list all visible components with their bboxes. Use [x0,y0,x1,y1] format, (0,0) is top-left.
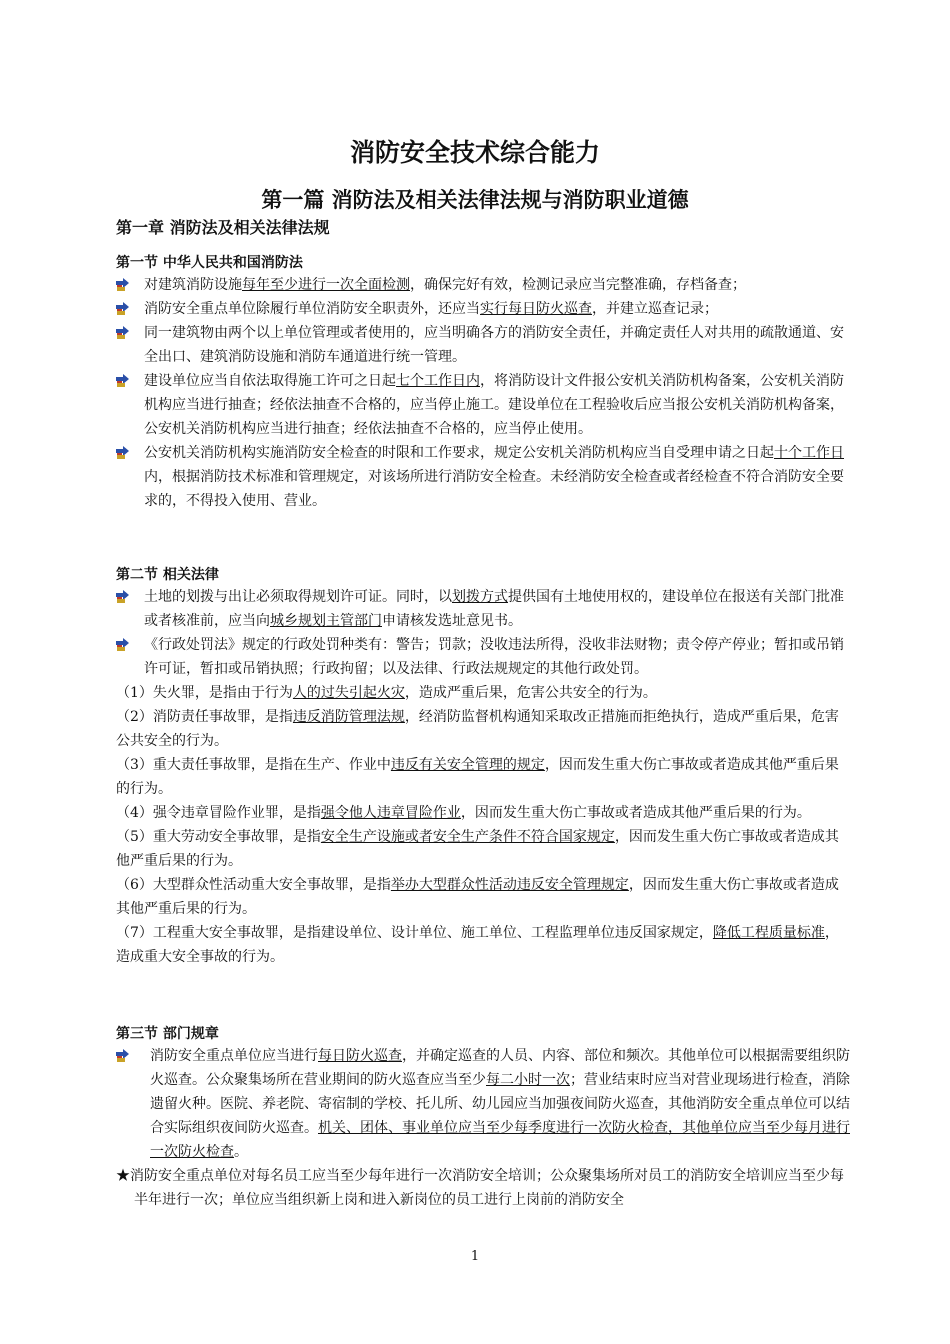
text: ，并建立巡查记录； [592,301,718,317]
text: 建设单位应当自依法取得施工许可之日起 [144,373,396,389]
paragraph: （4）强令违章冒险作业罪，是指强令他人违章冒险作业，因而发生重大伤亡事故或者造成其他严重后果的行为。 [116,805,811,821]
text: 土地的划拨与出让必须取得规划许可证。同时，以 [144,589,452,605]
section-heading-3: 第三节 部门规章 [116,1026,219,1042]
section-2-body [116,585,850,969]
paragraph: （2）消防责任事故罪，是指违反消防管理法规，经消防监督机构通知采取改正措施而拒绝执行，造成严重后果，危害公共安全的行为。 [116,709,839,749]
text: 同一建筑物由两个以上单位管理或者使用的，应当明确各方的消防安全责任，并确定责任人对共用的疏散通道、安全出口、建筑消防设施和消防车通道进行统一管理。 [144,325,844,365]
list-item [116,1044,850,1164]
underlined-text: 城乡规划主管部门 [270,613,382,629]
underlined-text: 划拨方式 [452,589,508,605]
text: 消防安全重点单位除履行单位消防安全职责外，还应当 [144,301,480,317]
star-paragraph: ★消防安全重点单位对每名员工应当至少每年进行一次消防安全培训；公众聚集场所对员工的消防安全培训应当至少每半年进行一次；单位应当组织新上岗和进入新岗位的员工进行上岗前的消防安全 [116,1168,844,1208]
text: ，确保完好有效，检测记录应当完整准确，存档备查； [410,277,746,293]
text: 内，根据消防技术标准和管理规定，对该场所进行消防安全检查。未经消防安全检查或者经检查不符合消防安全要求的，不得投入使用、营业。 [144,469,844,509]
text: ；营业结束时应当对营业现场进行检查，消除遗留火种。医院、养老院、寄宿制的学校、托儿所、幼儿园应当加强夜间防火巡查，其他消防安全重点单位可以结合实际组织夜间防火巡查。 [150,1072,850,1136]
section-heading-2: 第二节 相关法律 [116,567,219,583]
paragraph: （6）大型群众性活动重大安全事故罪，是指举办大型群众性活动违反安全管理规定，因而发生重大伤亡事故或者造成其他严重后果的行为。 [116,877,839,917]
arrow-bullet-icon [116,1049,130,1063]
arrow-bullet-icon [116,374,130,388]
text: 申请核发选址意见书。 [382,613,522,629]
text: ，并确定巡查的人员、内容、部位和频次。其他单位可以根据需要组织防火巡查。公众聚集场所在营业期间的防火巡查应当至少 [150,1048,850,1088]
paragraph: （1）失火罪，是指由于行为人的过失引起火灾，造成严重后果，危害公共安全的行为。 [116,685,657,701]
paragraph: （3）重大责任事故罪，是指在生产、作业中违反有关安全管理的规定，因而发生重大伤亡事故或者造成其他严重后果的行为。 [116,757,839,797]
text: 《行政处罚法》规定的行政处罚种类有：警告；罚款；没收违法所得，没收非法财物；责令停产停业；暂扣或吊销许可证，暂扣或吊销执照；行政拘留；以及法律、行政法规规定的其他行政处罚。 [144,637,844,677]
underlined-text: 机关、团体、事业单位应当至少每季度进行一次防火检查，其他单位应当至少每月进行一次防火检查 [150,1120,850,1160]
underlined-text: 十个工作日 [774,445,844,461]
underlined-text: 每二小时一次 [486,1072,570,1088]
text: 对建筑消防设施 [144,277,242,293]
part-title: 第一篇 消防法及相关法律法规与消防职业道德 [261,188,689,212]
arrow-bullet-icon [116,446,130,460]
chapter-title: 第一章 消防法及相关法律法规 [116,218,330,237]
arrow-bullet-icon [116,326,130,340]
list-item [116,369,850,441]
arrow-bullet-icon [116,278,130,292]
arrow-bullet-icon [116,638,130,652]
text: 。 [234,1144,248,1160]
text: 提供国有土地使用权的，建设单位在报送有关部门批准或者核准前，应当向 [144,589,844,629]
paragraph: （7）工程重大安全事故罪，是指建设单位、设计单位、施工单位、工程监理单位违反国家规定，降低工程质量标准，造成重大安全事故的行为。 [116,925,839,965]
underlined-text: 每年至少进行一次全面检测 [242,277,410,293]
section-1-body [116,273,850,513]
arrow-bullet-icon [116,590,130,604]
arrow-bullet-icon [116,302,130,316]
text: 消防安全重点单位应当进行 [150,1048,318,1064]
section-3-body [116,1044,850,1212]
list-item [116,633,850,681]
text: ，将消防设计文件报公安机关消防机构备案，公安机关消防机构应当进行抽查；经依法抽查不合格的，应当停止施工。建设单位在工程验收后应当报公安机关消防机构备案，公安机关消防机构应当进行抽查；经依法抽查不合格的，应当停止使用。 [144,373,844,437]
paragraph: （5）重大劳动安全事故罪，是指安全生产设施或者安全生产条件不符合国家规定，因而发生重大伤亡事故或者造成其他严重后果的行为。 [116,829,839,869]
section-heading-1: 第一节 中华人民共和国消防法 [116,255,303,271]
page-number: 1 [470,1249,480,1264]
list-item [116,441,850,513]
underlined-text: 实行每日防火巡查 [480,301,592,317]
list-item [116,297,850,321]
underlined-text: 每日防火巡查 [318,1048,402,1064]
list-item [116,273,850,297]
document-title: 消防安全技术综合能力 [349,138,600,167]
text: 公安机关消防机构实施消防安全检查的时限和工作要求，规定公安机关消防机构应当自受理申请之日起 [144,445,774,461]
underlined-text: 七个工作日内 [396,373,480,389]
list-item [116,321,850,369]
list-item [116,585,850,633]
